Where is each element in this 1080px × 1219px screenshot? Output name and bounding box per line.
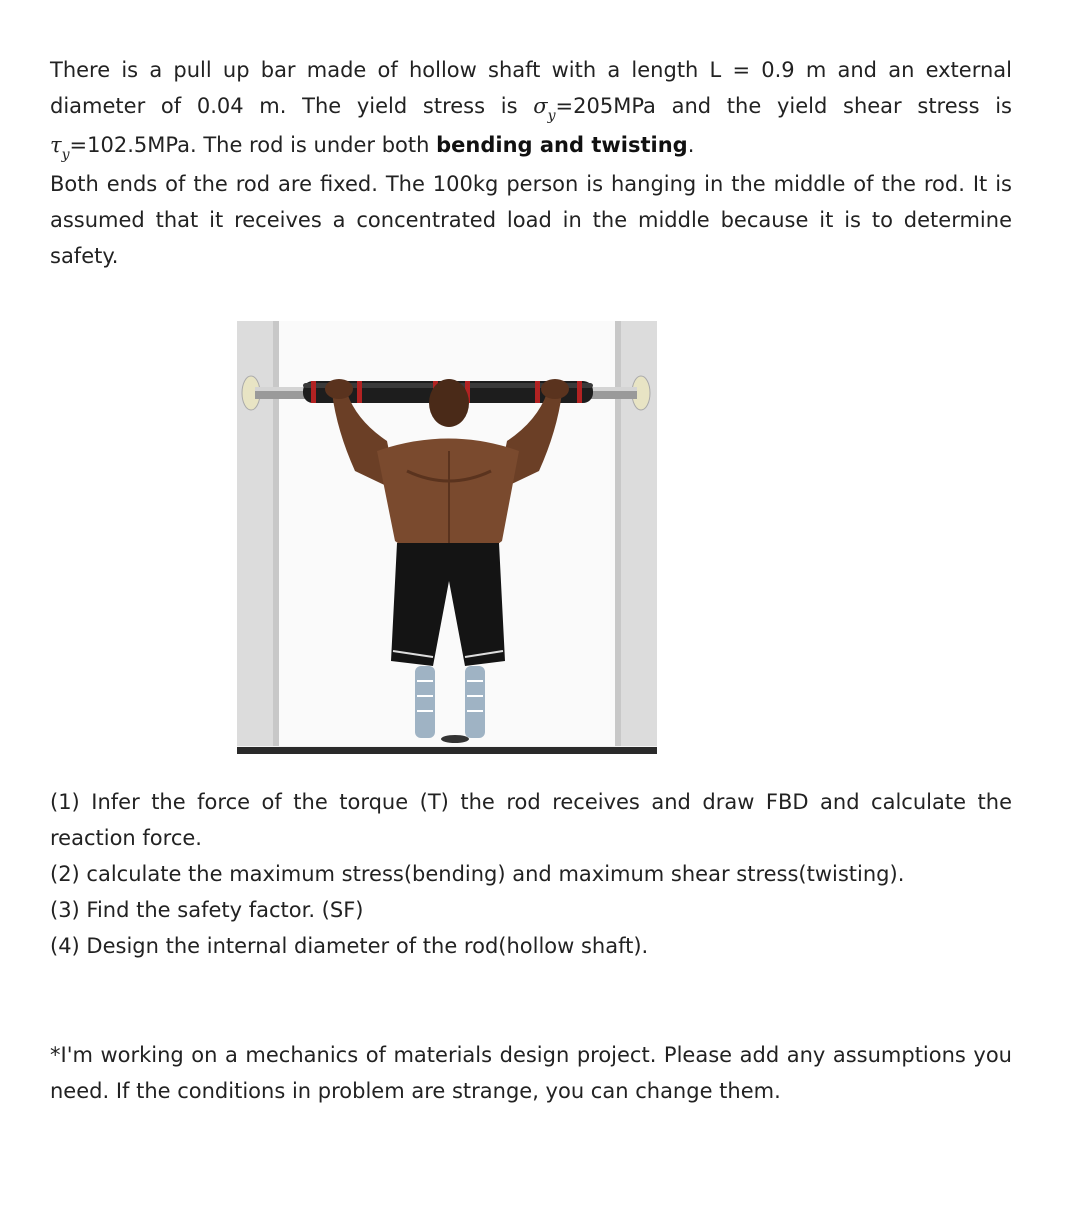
sigma-symbol: σ (533, 94, 548, 118)
tau-symbol: τ (50, 133, 62, 157)
sigma-subscript: y (547, 108, 556, 124)
problem-text-part-4: . (687, 133, 695, 157)
question-4: (4) Design the internal diameter of the rod(hollow shaft). (50, 934, 649, 958)
problem-text-part-1: There is a pull up bar made of hollow shaft with a length L = 0.9 m and an external diameter of 0.04 m. The yield stress is (50, 58, 1012, 118)
question-list (50, 784, 1012, 964)
problem-statement (50, 52, 1012, 274)
question-1: (1) Infer the force of the torque (T) the rod receives and draw FBD and calculate the reaction force. (50, 790, 1012, 850)
question-3: (3) Find the safety factor. (SF) (50, 898, 364, 922)
tau-subscript: y (61, 147, 70, 163)
problem-text-part-2: =205MPa and the yield shear stress is (555, 94, 1013, 118)
project-note (50, 1037, 1012, 1109)
problem-text-part-3: =102.5MPa. The rod is under both (69, 133, 437, 157)
problem-bold-text: bending and twisting (436, 133, 688, 157)
note-text: *I'm working on a mechanics of materials design project. Please add any assumptions you need. If the conditions in problem are strange, you can change them. (50, 1043, 1012, 1103)
question-2: (2) calculate the maximum stress(bending) and maximum shear stress(twisting). (50, 862, 905, 886)
pull-up-bar-figure (237, 321, 657, 754)
problem-paragraph-1 (50, 52, 1012, 166)
person-hanging-on-pull-up-bar-image (237, 321, 657, 754)
problem-paragraph-2: Both ends of the rod are fixed. The 100kg person is hanging in the middle of the rod. It is assumed that it receives a concentrated load in the middle because it is to determine safety. (50, 172, 1012, 268)
